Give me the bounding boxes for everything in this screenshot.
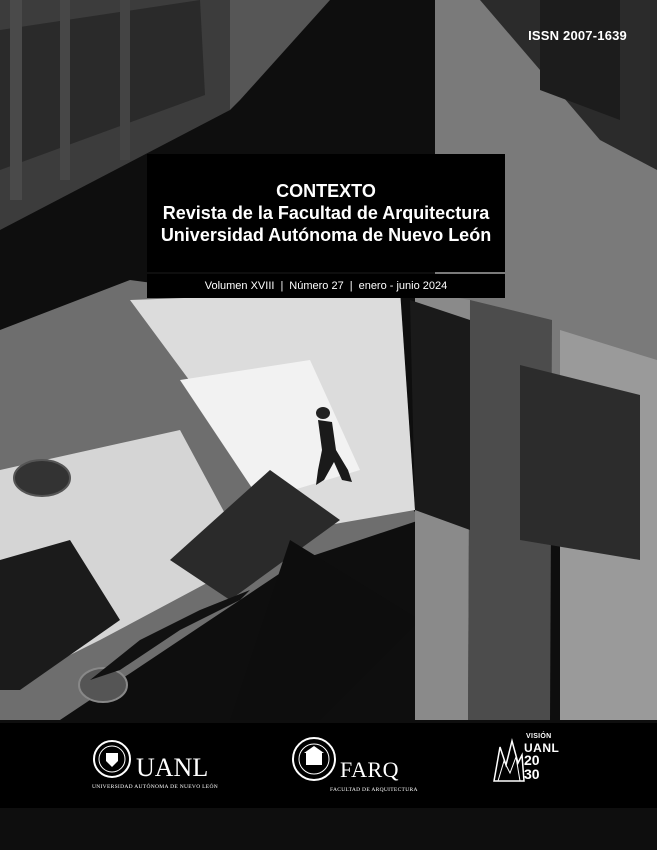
- uanl-subtitle: UNIVERSIDAD AUTÓNOMA DE NUEVO LEÓN: [92, 784, 218, 790]
- farq-subtitle: FACULTAD DE ARQUITECTURA: [330, 787, 418, 793]
- uanl-logo: [92, 739, 222, 799]
- vision-year-bottom: 30: [524, 766, 540, 782]
- publication-period: enero - junio 2024: [358, 280, 448, 292]
- separator: |: [349, 280, 353, 292]
- vision-year-top: 20: [524, 752, 540, 768]
- footer-logos: [0, 723, 657, 808]
- journal-subtitle: Revista de la Facultad de Arquitectura: [162, 203, 490, 223]
- vision-label: VISIÓN: [526, 733, 552, 740]
- farq-wordmark: FARQ: [340, 757, 400, 782]
- issue-number: Número 27: [289, 280, 344, 292]
- separator: |: [280, 280, 284, 292]
- flame-icon: [490, 737, 526, 783]
- farq-logo: [290, 735, 420, 797]
- university-name: Universidad Autónoma de Nuevo León: [160, 225, 492, 245]
- journal-name: CONTEXTO: [276, 181, 376, 201]
- vision-2030-logo: [490, 731, 570, 803]
- farq-seal-icon: [290, 735, 338, 783]
- title-box: [147, 154, 505, 272]
- uanl-wordmark: UANL: [136, 753, 209, 782]
- vision-uanl: UANL: [524, 741, 560, 755]
- volume-label: Volumen XVIII: [204, 280, 275, 292]
- issn-number: ISSN 2007-1639: [528, 28, 627, 43]
- uanl-seal-icon: [92, 739, 132, 779]
- volume-bar: [147, 274, 505, 298]
